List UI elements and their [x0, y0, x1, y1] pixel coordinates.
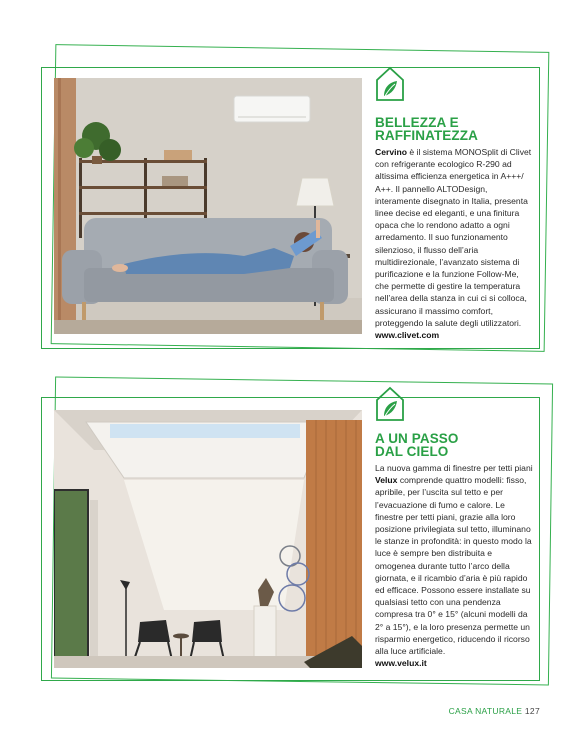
article-title: BELLEZZA E RAFFINATEZZA — [375, 115, 478, 143]
article-body: Cervino è il sistema MONOSplit di Clivet con refrigerante ecologico R-290 ad altissima efficienza energetica in A+++/ A++. Il pannello ALTODesign, interamente disegnato in Italia, presenta linee decise ed eleganti, e una finitura opaca che lo rendono adatto a ogni arredamento. Il suo funzionamento silenzioso, il flusso dell’aria multidirezionale, l’avanzato sistema di purificazione e la funzione Follow-Me, che permette di gestire la temperatura nell’area della stanza in cui ci si colloca, assicurano il massimo comfort, proteggendo la salute degli utilizzatori. — [375, 147, 532, 328]
velux-link[interactable]: www.velux.it — [375, 658, 427, 669]
page-number: 127 — [524, 706, 540, 716]
photo-living-room — [54, 78, 362, 334]
section-name: CASA NATURALE — [448, 706, 523, 716]
clivet-link[interactable]: www.clivet.com — [375, 330, 440, 341]
page-footer — [449, 706, 540, 716]
article-body: La nuova gamma di finestre per tetti piani Velux comprende quattro modelli: fisso, apribile, per l’uscita sul tetto e per l’evacuazione di fumo e calore. Le finestre per tetti piani, grazie alla loro posizione privilegiata sul tetto, illuminano le stanze in profondità: in questo modo la luce è sempre ben distribuita e omogenea durante tutto l’arco della giornata, e il ricambio d’aria è più rapido ed efficace. Possono essere installate su qualsiasi tetto con una pendenza compresa tra 0° e 15° (alcuni modelli da 2° a 15°), e la loro presenza permette un risparmio energetico, riducendo il ricorso alla luce artificiale. — [375, 463, 533, 657]
brand-name: Cervino — [375, 147, 407, 157]
article-text — [375, 116, 533, 341]
brand-name: Velux — [375, 475, 398, 486]
eco-house-icon — [375, 66, 405, 102]
article-title: A UN PASSO DAL CIELO — [375, 431, 459, 459]
eco-house-icon — [375, 386, 405, 422]
article-text — [375, 432, 533, 669]
photo-skylight-room — [54, 410, 362, 668]
